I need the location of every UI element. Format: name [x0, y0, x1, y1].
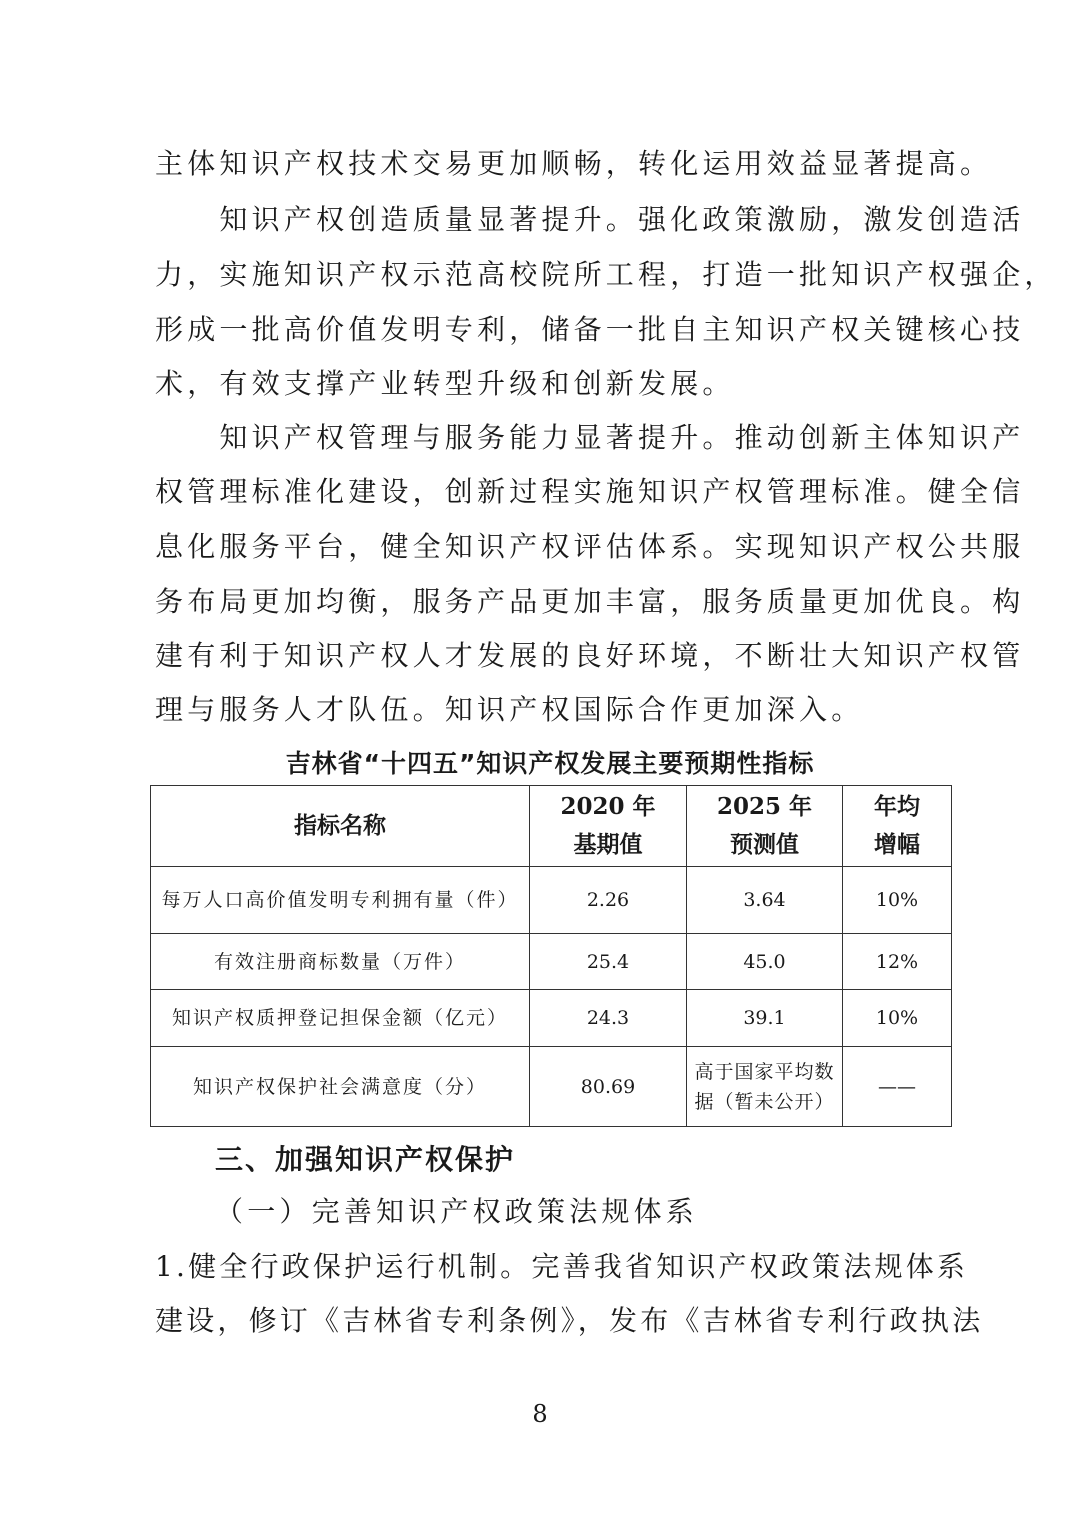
- header-base-value: 2020 年 基期值: [530, 786, 687, 867]
- cell-indicator-name: 有效注册商标数量（万件）: [151, 934, 530, 990]
- cell-annual-growth: 10%: [843, 990, 952, 1047]
- table-row: [151, 1047, 952, 1127]
- paragraph-line: 建设，修订《吉林省专利条例》，发布《吉林省专利行政执法: [155, 1304, 984, 1337]
- paragraph-line: 知识产权管理与服务能力显著提升。推动创新主体知识产: [155, 421, 1025, 454]
- paragraph-line: 建有利于知识产权人才发展的良好环境，不断壮大知识产权管: [155, 639, 1025, 672]
- cell-base-value: 24.3: [530, 990, 687, 1047]
- paragraph-line: 术，有效支撑产业转型升级和创新发展。: [155, 367, 735, 400]
- cell-target-value: 39.1: [687, 990, 843, 1047]
- cell-annual-growth: 10%: [843, 867, 952, 934]
- indicator-table: [150, 785, 952, 1127]
- paragraph-line: 1.健全行政保护运行机制。完善我省知识产权政策法规体系: [155, 1250, 969, 1283]
- paragraph-line: 主体知识产权技术交易更加顺畅，转化运用效益显著提高。: [155, 147, 993, 180]
- table-header-row: [151, 786, 952, 867]
- paragraph-line: 权管理标准化建设，创新过程实施知识产权管理标准。健全信: [155, 475, 1025, 508]
- cell-annual-growth: 12%: [843, 934, 952, 990]
- table-row: [151, 934, 952, 990]
- header-annual-growth: 年均 增幅: [843, 786, 952, 867]
- paragraph-line: 形成一批高价值发明专利，储备一批自主知识产权关键核心技: [155, 313, 1025, 346]
- cell-indicator-name: 知识产权保护社会满意度（分）: [151, 1047, 530, 1127]
- paragraph-line: 理与服务人才队伍。知识产权国际合作更加深入。: [155, 693, 864, 726]
- paragraph-line: 务布局更加均衡，服务产品更加丰富，服务质量更加优良。构: [155, 585, 1025, 618]
- cell-target-value: 3.64: [687, 867, 843, 934]
- subsection-heading: （一）完善知识产权政策法规体系: [215, 1195, 699, 1228]
- cell-annual-growth: ——: [843, 1047, 952, 1127]
- section-heading: 三、加强知识产权保护: [215, 1143, 516, 1176]
- paragraph-line: 力，实施知识产权示范高校院所工程，打造一批知识产权强企，: [155, 258, 1057, 291]
- cell-base-value: 25.4: [530, 934, 687, 990]
- cell-base-value: 80.69: [530, 1047, 687, 1127]
- cell-base-value: 2.26: [530, 867, 687, 934]
- paragraph-line: 息化服务平台，健全知识产权评估体系。实现知识产权公共服: [155, 530, 1025, 563]
- cell-indicator-name: 每万人口高价值发明专利拥有量（件）: [151, 867, 530, 934]
- cell-target-value: 高于国家平均数 据（暂未公开）: [687, 1047, 843, 1127]
- cell-target-value: 45.0: [687, 934, 843, 990]
- header-indicator-name: 指标名称: [151, 786, 530, 867]
- cell-indicator-name: 知识产权质押登记担保金额（亿元）: [151, 990, 530, 1047]
- page-number: 8: [532, 1400, 548, 1428]
- header-target-value: 2025 年 预测值: [687, 786, 843, 867]
- table-caption: 吉林省“十四五”知识产权发展主要预期性指标: [285, 749, 815, 778]
- paragraph-line: 知识产权创造质量显著提升。强化政策激励，激发创造活: [155, 203, 1025, 236]
- table-row: [151, 867, 952, 934]
- table-row: [151, 990, 952, 1047]
